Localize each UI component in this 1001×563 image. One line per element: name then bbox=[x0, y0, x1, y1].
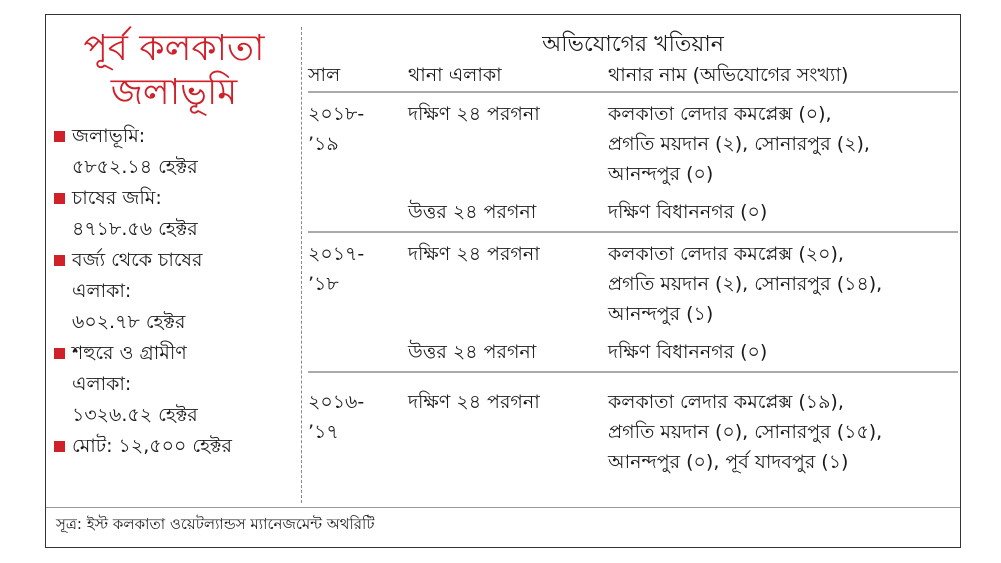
year-group bbox=[308, 233, 958, 371]
bullet-icon bbox=[54, 255, 65, 266]
names-line: প্রগতি ময়দান (২), সোনারপুর (২), bbox=[608, 133, 870, 155]
vertical-divider bbox=[301, 27, 302, 503]
title-line-1: পূর্ব কলকাতা bbox=[83, 28, 265, 69]
header-names: থানার নাম (অভিযোগের সংখ্যা) bbox=[608, 64, 849, 86]
year-group bbox=[308, 373, 958, 483]
stat-wetland bbox=[54, 121, 294, 183]
year-cell bbox=[308, 99, 398, 159]
stat-label: বর্জ্য থেকে চাষের bbox=[72, 249, 203, 271]
stat-total bbox=[54, 431, 294, 462]
year-line-1: ২০১৭- bbox=[308, 243, 365, 265]
stat-farmland bbox=[54, 183, 294, 245]
year-line-1: ২০১৮- bbox=[308, 103, 365, 125]
names-line: আনন্দপুর (১) bbox=[608, 303, 714, 325]
area-cell: দক্ষিণ ২৪ পরগনা bbox=[408, 103, 540, 125]
infographic-frame bbox=[45, 14, 961, 548]
sidebar-title bbox=[54, 27, 294, 115]
header-year: সাল bbox=[308, 64, 341, 86]
stat-value: ৬০২.৭৮ হেক্টর bbox=[72, 311, 186, 333]
stat-label: মোট: ১২,৫০০ হেক্টর bbox=[72, 435, 232, 457]
footer-separator bbox=[46, 507, 960, 508]
stat-label: শহুরে ও গ্রামীণ bbox=[72, 342, 187, 364]
names-cell: দক্ষিণ বিধাননগর (০) bbox=[608, 201, 768, 223]
sidebar bbox=[54, 23, 294, 462]
names-cell bbox=[608, 387, 958, 477]
bullet-icon bbox=[54, 193, 65, 204]
names-line: প্রগতি ময়দান (০), সোনারপুর (১৫), bbox=[608, 421, 883, 443]
bullet-icon bbox=[54, 131, 65, 142]
names-line: আনন্দপুর (০), পূর্ব যাদবপুর (১) bbox=[608, 451, 849, 473]
year-cell bbox=[308, 387, 398, 447]
header-area: থানা এলাকা bbox=[408, 64, 502, 86]
area-cell: উত্তর ২৪ পরগনা bbox=[408, 201, 537, 223]
year-cell bbox=[308, 239, 398, 299]
year-group bbox=[308, 93, 958, 231]
stat-value: ৪৭১৮.৫৬ হেক্টর bbox=[72, 218, 198, 240]
area-cell: দক্ষিণ ২৪ পরগনা bbox=[408, 391, 540, 413]
stat-value: ৫৮৫২.১৪ হেক্টর bbox=[72, 156, 198, 178]
stat-label: জলাভূমি: bbox=[72, 125, 146, 147]
names-line: প্রগতি ময়দান (২), সোনারপুর (১৪), bbox=[608, 273, 883, 295]
year-line-2: ’১৯ bbox=[308, 133, 339, 155]
stat-label-2: এলাকা: bbox=[72, 280, 132, 302]
stat-value: ১৩২৬.৫২ হেক্টর bbox=[72, 404, 198, 426]
complaints-table bbox=[308, 23, 958, 483]
area-cell: দক্ষিণ ২৪ পরগনা bbox=[408, 243, 540, 265]
area-cell: উত্তর ২৪ পরগনা bbox=[408, 341, 537, 363]
stat-label-2: এলাকা: bbox=[72, 373, 132, 395]
bullet-icon bbox=[54, 441, 65, 452]
names-line: কলকাতা লেদার কমপ্লেক্স (২০), bbox=[608, 243, 844, 265]
year-line-2: ’১৭ bbox=[308, 421, 339, 443]
stat-urban-rural bbox=[54, 338, 294, 431]
names-cell bbox=[608, 99, 958, 189]
names-line: আনন্দপুর (০) bbox=[608, 163, 714, 185]
table-header bbox=[308, 61, 958, 91]
stat-label: চাষের জমি: bbox=[72, 187, 162, 209]
year-line-1: ২০১৬- bbox=[308, 391, 365, 413]
stat-waste-farming bbox=[54, 245, 294, 338]
names-line: কলকাতা লেদার কমপ্লেক্স (০), bbox=[608, 103, 832, 125]
title-line-2: জলাভূমি bbox=[110, 72, 238, 113]
names-line: কলকাতা লেদার কমপ্লেক্স (১৯), bbox=[608, 391, 844, 413]
names-cell: দক্ষিণ বিধাননগর (০) bbox=[608, 341, 768, 363]
table-title: অভিযোগের খতিয়ান bbox=[542, 32, 724, 57]
bullet-icon bbox=[54, 348, 65, 359]
year-line-2: ’১৮ bbox=[308, 273, 339, 295]
names-cell bbox=[608, 239, 958, 329]
source-note: সূত্র: ইস্ট কলকাতা ওয়েটল্যান্ডস ম্যানেজমেন্ট অথরিটি bbox=[56, 515, 375, 533]
